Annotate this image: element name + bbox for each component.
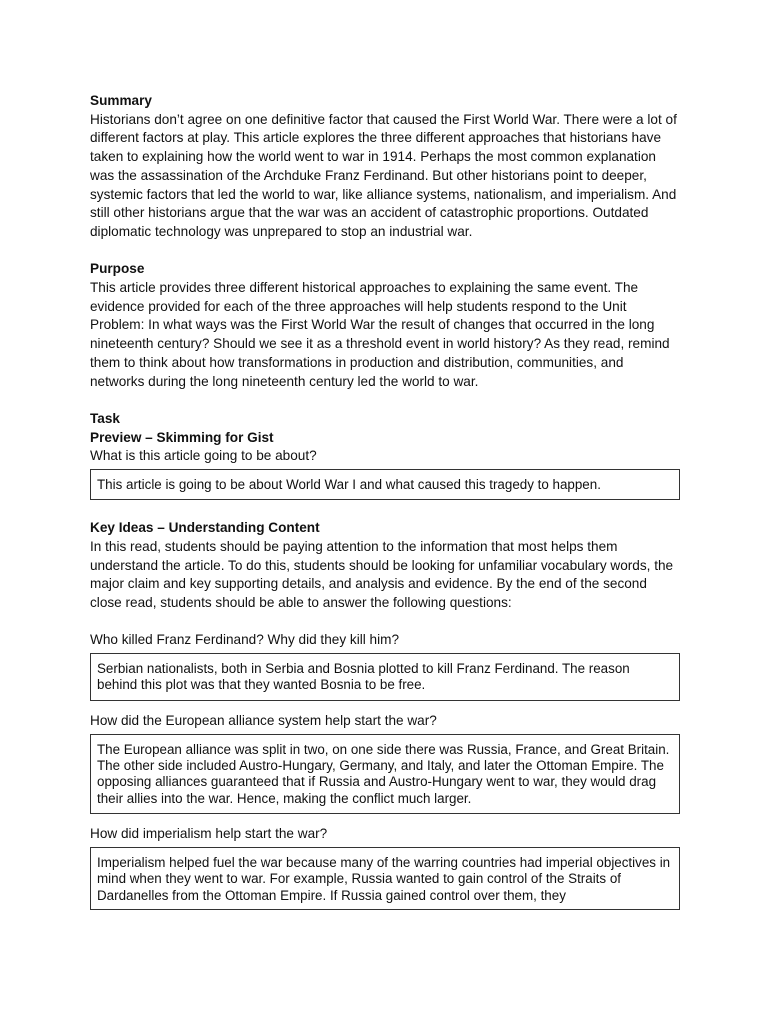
answer-box-3[interactable]	[90, 847, 680, 910]
answer-text-2: The European alliance was split in two, on one side there was Russia, France, and Great Britain. The other side included Austro-Hungary, Germany, and Italy, and later the Ottoman Empire. The opposing alliances guaranteed that if Russia and Austro-Hungary went to war, they would drag their allies into the war. Hence, making the conflict much larger.	[97, 741, 670, 806]
answer-box-1[interactable]	[90, 653, 680, 701]
preview-answer-text: This article is going to be about World War I and what caused this tragedy to happen.	[97, 477, 601, 493]
summary-text: Historians don’t agree on one definitive factor that caused the First World War. There were a lot of different factors at play. This article explores the three different approaches that historians have taken to explaining how the world went to war in 1914. Perhaps the most common explanation was the assassination of the Archduke Franz Ferdinand. But other historians point to deeper, systemic factors that led the world to war, like alliance systems, nationalism, and imperialism. And still other historians argue that the war was an accident of catastrophic proportions. Outdated diplomatic technology was unprepared to stop an industrial war.	[90, 111, 677, 239]
preview-answer-box[interactable]	[90, 469, 680, 500]
answer-text-1: Serbian nationalists, both in Serbia and Bosnia plotted to kill Franz Ferdinand. The reason behind this plot was that they wanted Bosnia to be free.	[97, 661, 630, 693]
spacer	[90, 242, 680, 261]
spacer	[90, 500, 680, 519]
summary-heading: Summary	[90, 93, 152, 108]
answer-text-3: Imperialism helped fuel the war because many of the warring countries had imperial objectives in mind when they went to war. For example, Russia wanted to gain control of the Straits of Dardanelles from the Ottoman Empire. If Russia gained control over them, they	[97, 854, 671, 903]
document-page	[90, 92, 680, 910]
key-ideas-heading: Key Ideas – Understanding Content	[90, 520, 320, 536]
spacer	[90, 701, 680, 712]
preview-question: What is this article going to be about?	[90, 448, 317, 464]
task-heading: Task	[90, 410, 120, 426]
answer-box-2[interactable]	[90, 734, 680, 815]
spacer	[90, 391, 680, 410]
spacer	[90, 814, 680, 825]
key-ideas-intro: In this read, students should be paying attention to the information that most helps them understand the article. To do this, students should be looking for unfamiliar vocabulary words, the major claim and key supporting details, and analysis and evidence. By the end of the second close read, students should be able to answer the following questions:	[90, 538, 674, 610]
purpose-text: This article provides three different historical approaches to explaining the same event. The evidence provided for each of the three approaches will help students respond to the Unit Problem: In what ways was the First World War the result of changes that occurred in the long nineteenth century? Should we see it as a threshold event in world history? As they read, remind them to think about how transformations in production and distribution, communities, and networks during the long nineteenth century led the world to war.	[90, 280, 670, 389]
purpose-heading: Purpose	[90, 261, 145, 277]
preview-heading: Preview – Skimming for Gist	[90, 429, 274, 445]
question-1: Who killed Franz Ferdinand? Why did they kill him?	[90, 632, 400, 648]
spacer	[90, 613, 680, 632]
question-3: How did imperialism help start the war?	[90, 826, 328, 842]
question-2: How did the European alliance system help start the war?	[90, 712, 437, 728]
